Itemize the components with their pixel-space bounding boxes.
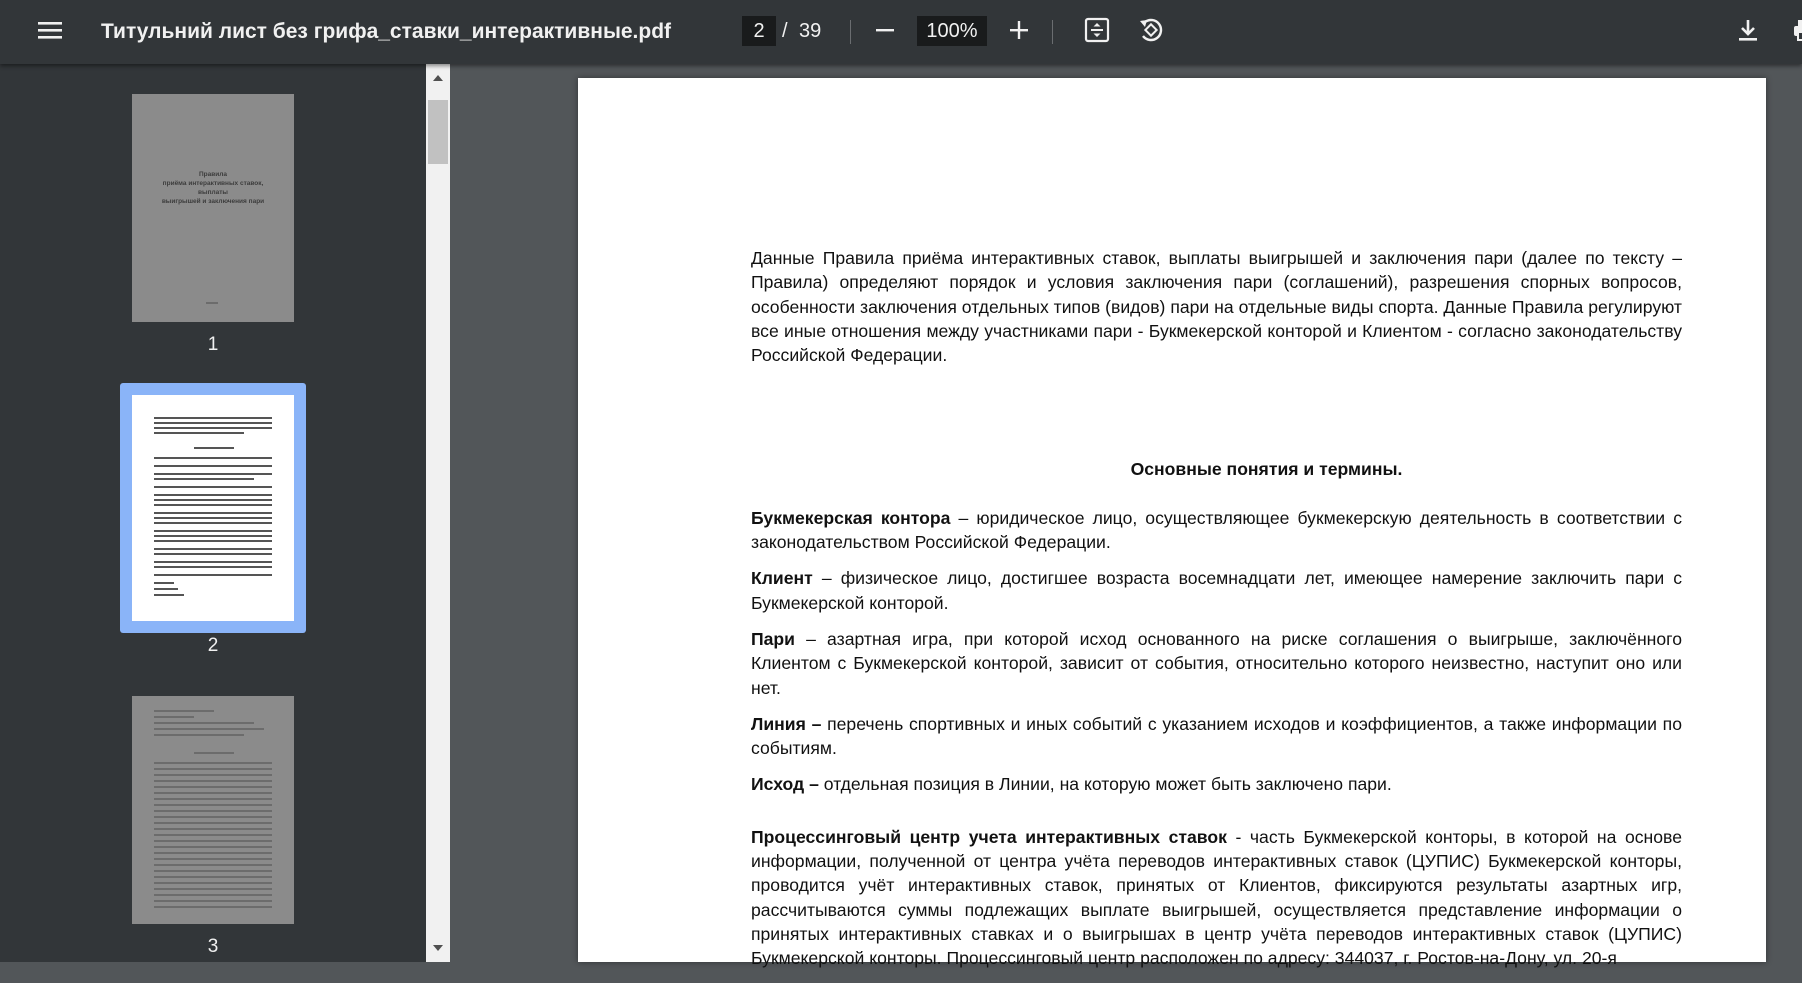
- term-separator: –: [795, 628, 828, 649]
- thumbnail-text-line: [154, 432, 244, 434]
- thumbnail-sidebar: [0, 64, 426, 962]
- thumbnail-text-line: [154, 780, 272, 782]
- thumbnail-text-line: [154, 588, 178, 590]
- toolbar-divider: [850, 20, 851, 44]
- thumbnail-text-line: [154, 594, 184, 596]
- term-definition: отдельная позиция в Линии, на которую может быть заключено пари.: [823, 774, 1392, 795]
- thumbnail-text-line: [154, 882, 272, 884]
- thumbnail-text-line: [154, 512, 272, 514]
- term-paragraph: [751, 506, 1682, 555]
- page-content: [751, 246, 1682, 983]
- thumbnail-text-line: [154, 465, 272, 467]
- toolbar-divider: [1052, 20, 1053, 44]
- thumbnail-text-line: [154, 888, 272, 890]
- thumbnail-text-line: [154, 504, 272, 506]
- term-name: Букмекерская контора: [751, 507, 951, 528]
- term-name: Линия –: [751, 713, 822, 734]
- thumbnail-text-line: [154, 486, 272, 488]
- page-separator: /: [782, 20, 788, 42]
- thumbnail-image: [132, 696, 294, 924]
- thumbnail-text-line: [154, 427, 272, 429]
- thumbnail-text-line: [154, 582, 174, 584]
- thumbnail-text-line: [154, 734, 244, 736]
- section-heading: Основные понятия и термины.: [1130, 459, 1403, 480]
- term-separator: –: [812, 568, 841, 589]
- scroll-down-button[interactable]: [426, 940, 450, 956]
- term-name: Пари: [751, 628, 795, 649]
- pdf-toolbar: [0, 0, 1802, 64]
- thumbnail-text-line: [154, 774, 272, 776]
- term-paragraph: [751, 712, 1682, 761]
- fit-to-page-icon: [1084, 17, 1110, 48]
- term-paragraph: [751, 566, 1682, 615]
- thumbnail-text-line: [154, 710, 214, 712]
- download-button[interactable]: [1728, 12, 1768, 52]
- term-separator: -: [1226, 826, 1250, 847]
- term-definition: перечень спортивных и иных событий с указанием исходов и коэффициентов, а также информации по событиям.: [751, 713, 1682, 759]
- term-definition: азартная игра, при которой исход основанного на риске соглашения о выигрыше, заключённого Клиентом с Букмекерской конторой, зависит от события, относительно которого неизвестно, наступит оно или нет.: [751, 628, 1682, 698]
- thumbnail-text-line: [154, 804, 272, 806]
- thumbnail-text-line: [154, 786, 272, 788]
- term-paragraph: [751, 772, 1682, 796]
- thumbnail-text-line: [154, 457, 272, 459]
- arrow-down-icon: [432, 940, 444, 956]
- term-name: Процессинговый центр учета интерактивных ставок: [751, 826, 1227, 847]
- thumbnail-text-line: [154, 876, 272, 878]
- thumbnail-label: 1: [207, 334, 219, 355]
- thumbnail-title: Правила приёма интерактивных ставок, выплаты выигрышей и заключения пари: [161, 171, 265, 205]
- pdf-page: [578, 78, 1766, 969]
- term-paragraph: [751, 825, 1682, 971]
- thumbnail-text-line: [154, 548, 272, 550]
- minus-icon: [875, 20, 895, 45]
- thumbnail-text-line: [206, 302, 218, 304]
- thumbnail-text-line: [154, 473, 272, 475]
- intro-paragraph: Данные Правила приёма интерактивных ставок, выплаты выигрышей и заключения пари (далее по тексту – Правила) определяют порядок и условия заключения пари (соглашений), разрешения спорных вопросов, особенности заключения отдельных типов (видов) пари на отдельные виды спорта. Данные Правила регулируют все иные отношения между участниками пари - Букмекерской конторой и Клиентом - согласно законодательству Российской Федерации.: [751, 248, 1682, 366]
- thumbnail-text-line: [154, 852, 272, 854]
- thumbnail-text-line: [154, 499, 272, 501]
- thumbnail-text-line: [154, 810, 272, 812]
- thumbnail-text-line: [154, 834, 272, 836]
- plus-icon: [1009, 20, 1029, 45]
- thumbnail-text-line: [154, 858, 272, 860]
- term-definition: юридическое лицо, осуществляющее букмекерскую деятельность в соответствии с законодательством Российской Федерации.: [751, 507, 1682, 553]
- sidebar-scrollbar[interactable]: [426, 64, 450, 962]
- term-name: Исход –: [751, 774, 819, 795]
- thumbnail-text-line: [154, 553, 272, 555]
- thumbnail-text-line: [154, 894, 272, 896]
- thumbnail-text-line: [154, 417, 272, 419]
- thumbnail-text-line: [154, 906, 272, 908]
- hamburger-menu-icon: [37, 20, 63, 45]
- term-paragraph: [751, 627, 1682, 700]
- menu-button[interactable]: [30, 12, 70, 52]
- thumbnail-text-line: [154, 798, 272, 800]
- zoom-out-button[interactable]: [865, 12, 905, 52]
- thumbnail-text-line: [154, 828, 272, 830]
- thumbnail-label: 3: [207, 936, 219, 957]
- rotate-counterclockwise-icon: [1137, 16, 1165, 49]
- thumbnail-text-line: [154, 728, 264, 730]
- thumbnail-text-line: [154, 422, 272, 424]
- thumbnail-text-line: [154, 561, 272, 563]
- thumbnail-text-line: [154, 716, 194, 718]
- scroll-up-button[interactable]: [426, 70, 450, 86]
- thumbnail-text-line: [154, 566, 272, 568]
- thumbnail-text-line: [154, 816, 272, 818]
- rotate-button[interactable]: [1131, 12, 1171, 52]
- download-icon: [1737, 18, 1759, 47]
- page-number-input[interactable]: 2: [742, 16, 776, 46]
- thumbnail-text-line: [154, 762, 272, 764]
- thumbnail-text-line: [154, 792, 272, 794]
- fit-to-page-button[interactable]: [1077, 12, 1117, 52]
- thumbnail-text-line: [154, 494, 272, 496]
- thumbnail-text-line: [154, 870, 272, 872]
- term-name: Клиент: [751, 568, 813, 589]
- thumbnail-image: [132, 395, 294, 621]
- zoom-level-input[interactable]: 100%: [917, 16, 987, 46]
- thumbnail-text-line: [154, 768, 272, 770]
- arrow-up-icon: [432, 70, 444, 86]
- thumbnail-image: [132, 94, 294, 322]
- page-total: 39: [799, 20, 822, 42]
- thumbnail-text-line: [154, 840, 272, 842]
- thumbnail-text-line: [154, 530, 272, 532]
- scroll-thumb[interactable]: [428, 100, 448, 164]
- thumbnail-label: 2: [207, 635, 219, 656]
- term-separator: –: [950, 507, 977, 528]
- document-title: Титульний лист без грифа_ставки_интерактивные.pdf: [101, 20, 672, 43]
- thumbnail-text-line: [154, 522, 272, 524]
- thumbnail-text-line: [194, 752, 234, 754]
- thumbnail-text-line: [154, 574, 272, 576]
- thumbnail-text-line: [154, 540, 272, 542]
- term-definition: часть Букмекерской конторы, в которой на основе информации, полученной от центра учёта переводов интерактивных ставок (ЦУПИС) Букмекерской конторы, проводится учёт интерактивных ставок, принятых от Клиентов, фиксируются результаты азартных игр, рассчитываются суммы подлежащих выплате выигрышей, осуществляется представление информации о принятых интерактивных ставках и о выигрышах в центр учёта переводов интерактивных ставок (ЦУПИС) Букмекерской конторы. Процессинговый центр расположен по адресу: 344037, г. Ростов-на-Дону, ул. 20-я: [751, 826, 1682, 969]
- thumbnail-text-line: [154, 517, 272, 519]
- thumbnail-text-line: [194, 447, 234, 449]
- thumbnail-text-line: [154, 864, 272, 866]
- print-button[interactable]: [1784, 12, 1802, 52]
- thumbnail-text-line: [154, 822, 272, 824]
- thumbnail-text-line: [154, 846, 272, 848]
- zoom-in-button[interactable]: [999, 12, 1039, 52]
- thumbnail-text-line: [154, 478, 254, 480]
- thumbnail-text-line: [154, 535, 272, 537]
- term-definition: физическое лицо, достигшее возраста восемнадцати лет, имеющее намерение заключить пари с Букмекерской конторой.: [751, 568, 1683, 613]
- thumbnail-text-line: [154, 722, 254, 724]
- print-icon: [1792, 18, 1802, 47]
- thumbnail-text-line: [154, 900, 272, 902]
